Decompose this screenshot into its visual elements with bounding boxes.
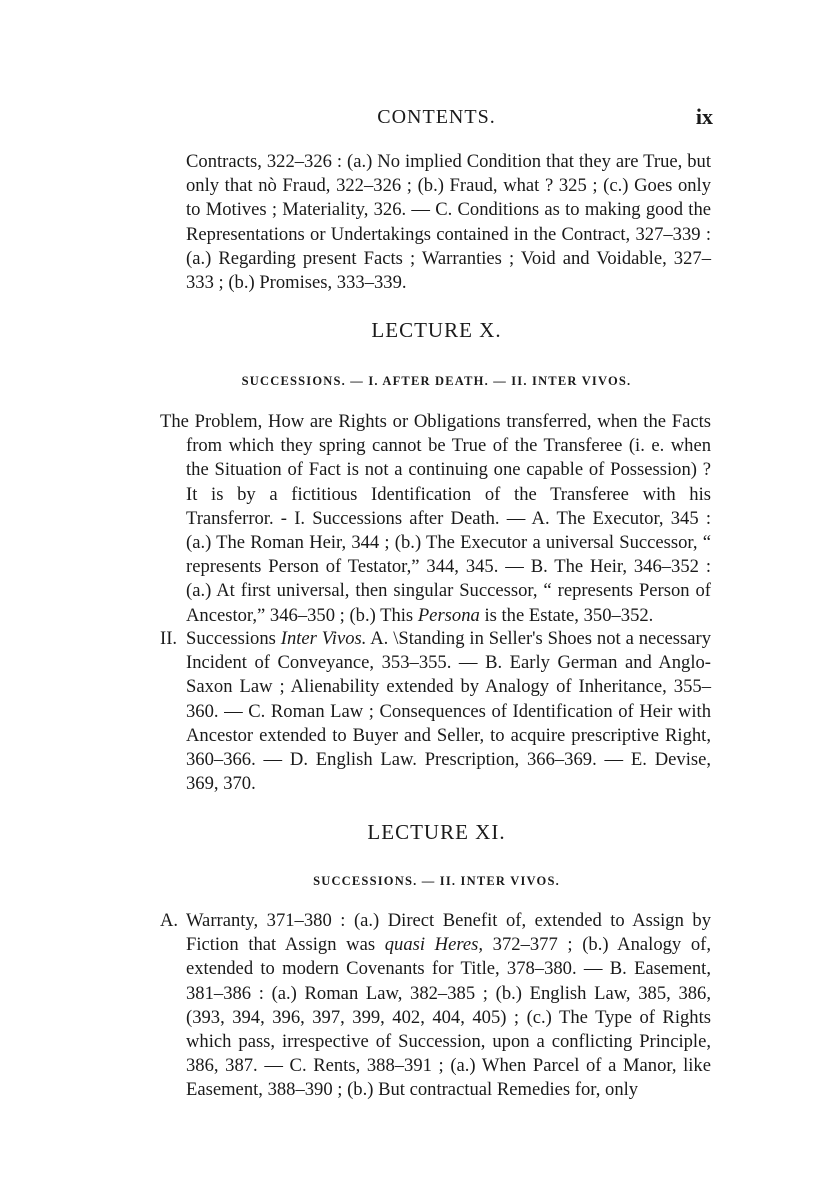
entry-text-part1: Warranty, 371–380 : (a.) Direct Benefit of, extended to Assign by Fiction that Assign was: [186, 910, 711, 956]
entry-text-part2: is the Estate, 350–352.: [479, 604, 654, 626]
running-head: [160, 106, 713, 130]
entry-text: [186, 909, 711, 1103]
entry-marker: A.: [160, 910, 179, 931]
lecture-xi-entry-warranty: [160, 909, 711, 1103]
intro-paragraph: Contracts, 322–326 : (a.) No implied Condition that they are True, but only that nò Fraud, 322–326 ; (b.) Fraud, what ? 325 ; (c.) Goes only to Motives ; Materiality, 326. — C. Conditions as to making good the Representations or Undertakings contained in the Contract, 327–339 : (a.) Regarding present Facts ; Warranties ; Void and Voidable, 327–333 ; (b.) Promises, 333–339.: [186, 151, 711, 294]
entry-text-part1: The Problem, How are Rights or Obligations transferred, when the Facts from which they spring cannot be True of the Transferee (i. e. when the Situation of Fact is not a continuing one capable of Possession) ? It is by a fictitious Identification of the Transferee with his Transferror. - I. Successions after Death. — A. The Executor, 345 : (a.) The Roman Heir, 344 ; (b.) The Executor a universal Successor, “ represents Person of Testator,” 344, 345. — B. The Heir, 346–352 : (a.) At first universal, then singular Successor, “ represents Person of Ancestor,” 346–350 ; (b.) This: [160, 411, 711, 626]
running-title: CONTENTS.: [377, 106, 496, 128]
lecture-x-entry-problem: [160, 410, 711, 628]
entry-text-part1: Successions: [186, 628, 281, 649]
lecture-xi-heading: LECTURE XI.: [367, 820, 506, 844]
page-number: ix: [695, 104, 713, 129]
lecture-x-entry-inter-vivos: [160, 627, 711, 796]
entry-text-part2: A. \Standing in Seller's Shoes not a necessary Incident of Conveyance, 353–355. — B. Early German and Anglo-Saxon Law ; Alienability extended by Analogy of Inheritance, 355–360. — C. Roman Law ; Consequences of Identification of Heir with Ancestor extended to Buyer and Seller, to acquire prescriptive Right, 360–366. — D. English Law. Prescription, 366–369. — E. Devise, 369, 370.: [186, 628, 712, 795]
entry-marker: II.: [160, 628, 178, 649]
lecture-x-heading: LECTURE X.: [371, 318, 502, 342]
lecture-xi-subheading: SUCCESSIONS. — II. INTER VIVOS.: [313, 874, 560, 888]
lecture-x-subheading: SUCCESSIONS. — I. AFTER DEATH. — II. INTER VIVOS.: [241, 374, 632, 388]
entry-text: [160, 410, 711, 628]
entry-italic: quasi Heres,: [384, 934, 484, 956]
entry-italic: Inter Vivos.: [280, 628, 367, 649]
entry-text-part2: 372–377 ; (b.) Analogy of, extended to modern Covenants for Title, 378–380. — B. Easement, 381–386 : (a.) Roman Law, 382–385 ; (b.) English Law, 385, 386, (393, 394, 396, 397, 399, 402, 404, 405) ; (c.) The Type of Rights which pass, irrespective of Succession, upon a conflicting Principle, 386, 387. — C. Rents, 388–391 ; (a.) When Parcel of a Manor, like Easement, 388–390 ; (b.) But contractual Remedies for, only: [186, 934, 711, 1101]
entry-italic: Persona: [417, 604, 480, 626]
entry-text: [186, 627, 711, 796]
